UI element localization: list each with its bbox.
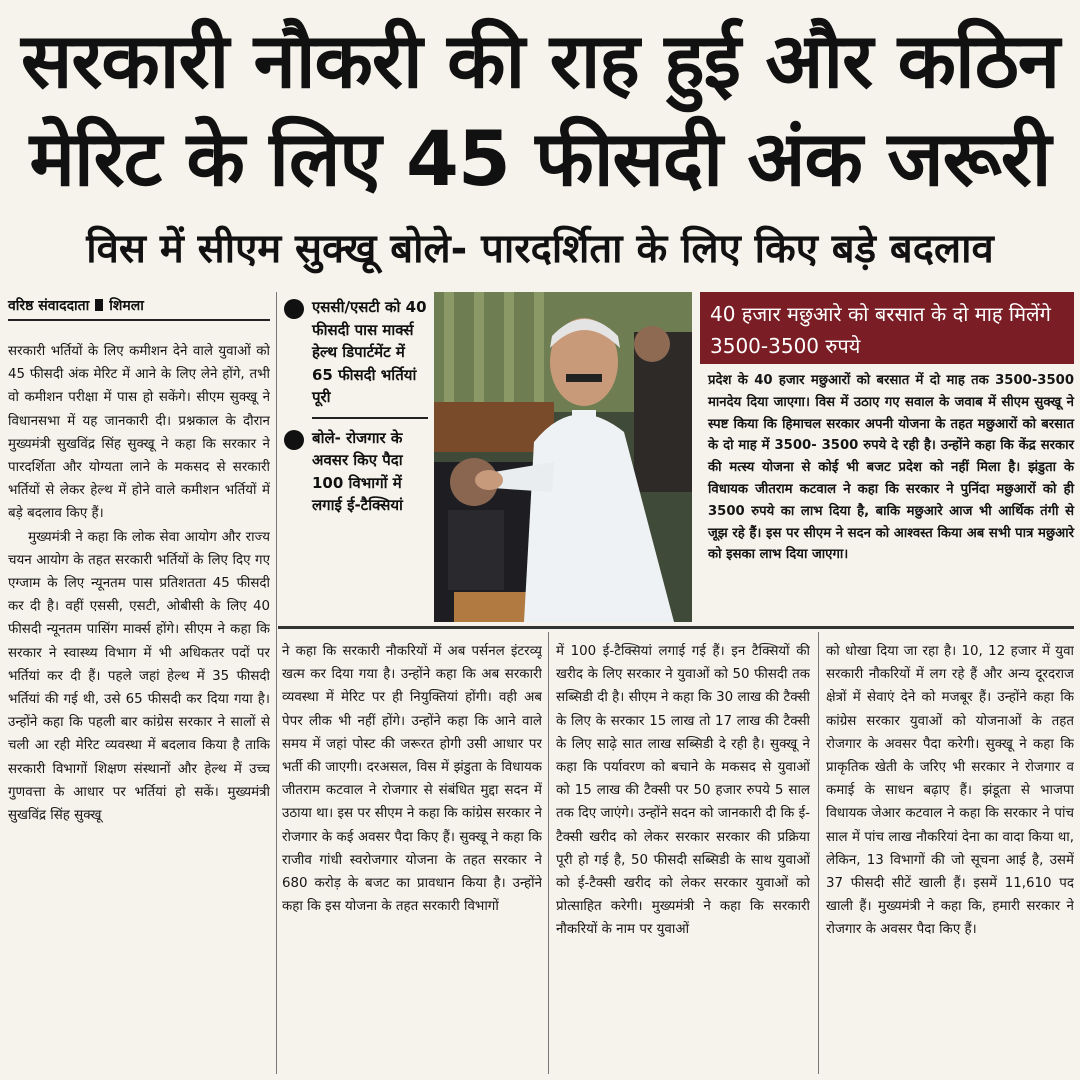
headline-line-2: मेरिट के लिए 45 फीसदी अंक जरूरी (29, 114, 1051, 203)
byline-reporter: वरिष्ठ संवाददाता (8, 298, 90, 314)
column-divider (818, 632, 819, 1074)
bullet-icon (284, 430, 304, 450)
byline-city: शिमला (109, 298, 144, 314)
news-photo (434, 292, 692, 622)
article-paragraph: को धोखा दिया जा रहा है। 10, 12 हजार में युवा सरकारी नौकरियों में लग रहे हैं और अन्य दूरदराज क्षेत्रों में सेवाएं देने को मजबूर हैं। उन्होंने कहा कि कांग्रेस सरकार युवाओं को योजनाओं के तहत रोजगार के अवसर पैदा करेगी। सुक्खू ने कहा कि प्राकृतिक खेती के जरिए भी सरकार ने रोजगार व कमाई के साधन बढ़ाए हैं। झंडूता से भाजपा विधायक जेआर कटवाल ने कहा कि सरकार ने पांच साल में पांच लाख नौकरियां देना का वादा किया था, लेकिन, 13 विभागों की जो सूचना आई है, उसमें 37 फीसदी सीटें खाली हैं। इसमें 11,610 पद खाली हैं। मुख्यमंत्री ने कहा कि, हमारी सरकार ने रोजगार के अवसर पैदा किए हैं। (826, 644, 1074, 938)
highlight-text: बोले- रोजगार के अवसर किए पैदा 100 विभागों में लगाई ई-टैक्सियां (312, 428, 403, 514)
highlight-text: एससी/एसटी को 40 फीसदी पास मार्क्स हेल्थ डिपार्टमेंट में 65 फीसदी भर्तियां पूरी (312, 298, 427, 406)
article-column-4 (826, 640, 1074, 1075)
headline-line-1: सरकारी नौकरी की राह हुई और कठिन (20, 16, 1060, 105)
sidebar-story-body: प्रदेश के 40 हजार मछुआरों को बरसात में दो माह तक 3500-3500 मानदेय दिया जाएगा। विस में उठाए गए सवाल के जवाब में सीएम सुक्खू ने स्पष्ट किया कि हिमाचल सरकार अपनी योजना के तहत मछुआरों को बरसात के दो माह में 3500- 3500 रुपये दे रही है। उन्होंने कहा कि केंद्र सरकार की मत्स्य योजना से कोई भी बजट प्रदेश को नहीं मिला है। झंडुता के विधायक जीतराम कटवाल ने कहा कि सरकार ने पुनिंदा मछुआरों को ही 3500 रुपये का लाभ दिया है, बाकि मछुआरे आज भी आर्थिक तंगी से जूझ रहे हैं। इस पर सीएम ने सदन को आश्वस्त किया अब सभी पात्र मछुआरे को इसका लाभ दिया जाएगा। (708, 373, 1074, 563)
byline (8, 296, 270, 321)
highlight-divider (312, 417, 428, 419)
article-column-1 (8, 340, 270, 1075)
section-divider (278, 626, 1074, 629)
column-divider (276, 292, 277, 1074)
article-column-3 (556, 640, 810, 1075)
article-paragraph: ने कहा कि सरकारी नौकरियों में अब पर्सनल इंटरव्यू खत्म कर दिया गया है। उन्होंने कहा कि अब सरकारी व्यवस्था में मेरिट पर ही नियुक्तियां होंगी। वही अब पेपर लीक भी नहीं होंगे। उन्होंने कहा कि आने वाले समय में जहां पोस्ट की जरूरत होगी उसी आधार पर भर्ती की जाएगी। दरअसल, विस में झंडुता के विधायक जीतराम कटवाल ने रोजगार से संबंधित मुद्दा सदन में उठाया था। इस पर सीएम ने कहा कि कांग्रेस सरकार ने रोजगार के कई अवसर पैदा किए हैं। सुक्खू ने कहा कि राजीव गांधी स्वरोजगार योजना के तहत सरकार ने 680 करोड़ के बजट का प्रावधान किया है। उन्होंने कहा कि इस योजना के तहत सरकारी विभागों (282, 644, 542, 915)
cm-speaking-photo (434, 292, 692, 622)
article-column-2 (282, 640, 542, 1075)
highlight-item (282, 427, 428, 517)
highlight-item (282, 296, 428, 409)
article-paragraph: मुख्यमंत्री ने कहा कि लोक सेवा आयोग और राज्य चयन आयोग के तहत सरकारी भर्तियों के लिए दिए गए एग्जाम के लिए न्यूनतम पास प्रतिशतता 45 फीसदी कर दी है। वहीं एससी, एसटी, ओबीसी के लिए 40 फीसदी न्यूनतम पासिंग मार्क्स होंगे। सीएम ने कहा कि सरकार ने स्वास्थ्य विभाग में भी अधिकतर पदों पर भर्तियां कर दी हैं। पहले जहां हेल्थ में 35 फीसदी भर्तियां की गई थी, उसे 65 फीसदी कर दिया गया है। उन्होंने कहा कि पहली बार कांग्रेस सरकार ने सालों से चली आ रही मेरिट व्यवस्था में बदलाव किया है ताकि सरकारी विभागों शिक्षण संस्थानों और हेल्थ में उच्च गुणवत्ता के आधार पर भर्तियां हो सकें। मुख्यमंत्री सुखविंद्र सिंह सुक्खू (8, 529, 270, 824)
byline-separator (95, 299, 103, 311)
article-paragraph: सरकारी भर्तियों के लिए कमीशन देने वाले युवाओं को 45 फीसदी अंक मेरिट में आने के लिए लेने होंगे, तभी वो कमीशन परीक्षा में पास हो सकेंगे। सीएम सुक्खू ने विधानसभा में यह जानकारी दी। प्रश्नकाल के दौरान मुख्यमंत्री सुखविंद्र सिंह सुक्खू ने कहा कि सरकार ने पारदर्शिता और योग्यता लाने के मकसद से सरकारी भर्तियों से लेकर हेल्थ में होने वाले कमीशन भर्तियों में बड़े बदलाव किए हैं। (8, 344, 270, 522)
subheadline: विस में सीएम सुक्खू बोले- पारदर्शिता के लिए किए बड़े बदलाव (86, 226, 994, 272)
highlights-box (282, 296, 428, 517)
column-divider (548, 632, 549, 1074)
article-paragraph: में 100 ई-टैक्सियां लगाई गई हैं। इन टैक्सियों की खरीद के लिए सरकार ने युवाओं को 50 फीसदी तक सब्सिडी दी है। सीएम ने कहा कि 30 लाख की टैक्सी के लिए के सरकार 15 लाख तो 17 लाख की टैक्सी के लिए साढ़े सात लाख सब्सिडी दे रही है। सुक्खू ने कहा कि पर्यावरण को बचाने के मकसद से युवाओं को 15 लाख की टैक्सी पर 50 हजार रुपये 5 साल तक दिए जाएंगे। उन्होंने सदन को जानकारी दी कि ई-टैक्सी खरीद को लेकर सरकार सरकार की प्रक्रिया पूरी हो गई है, 50 फीसदी सब्सिडी के साथ युवाओं को ई-टैक्सी खरीद को लेकर सरकार युवाओं को प्रोत्साहित करेगी। मुख्यमंत्री ने कहा कि सरकारी नौकरियों के नाम पर युवाओं (556, 644, 810, 938)
bullet-icon (284, 299, 304, 319)
sidebar-story-title: 40 हजार मछुआरे को बरसात के दो माह मिलेंगे 3500-3500 रुपये (700, 292, 1074, 364)
